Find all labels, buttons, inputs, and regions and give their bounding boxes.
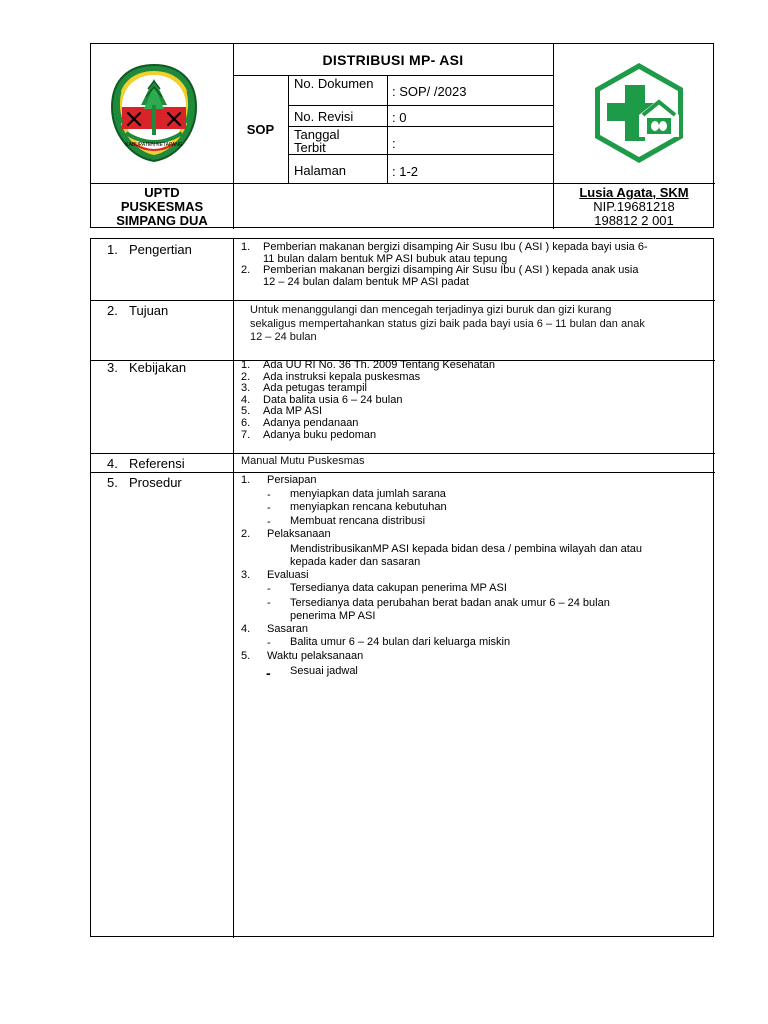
item-number: 6. bbox=[241, 417, 251, 429]
divider bbox=[288, 154, 553, 155]
dash-bullet: - bbox=[267, 516, 271, 528]
section-number: 4. bbox=[107, 456, 118, 471]
section-title: Tujuan bbox=[129, 303, 169, 318]
meta-value-no-dokumen: : SOP/ /2023 bbox=[392, 84, 467, 99]
section-title: Kebijakan bbox=[129, 360, 187, 375]
meta-key-tanggal-terbit: Tanggal Terbit bbox=[294, 127, 340, 155]
organization-name bbox=[91, 186, 233, 228]
step-text bbox=[290, 543, 706, 570]
sop-label: SOP bbox=[246, 122, 275, 137]
step-subitem: menyiapkan rencana kebutuhan bbox=[290, 501, 447, 513]
list-item bbox=[241, 265, 707, 288]
section-number: 5. bbox=[107, 475, 118, 490]
item-number: 1. bbox=[241, 241, 251, 253]
divider bbox=[288, 75, 289, 183]
step-number: 1. bbox=[241, 474, 251, 486]
section-title: Pengertian bbox=[129, 242, 192, 257]
divider bbox=[387, 75, 388, 183]
text-line: MendistribusikanMP ASI kepada bidan desa / pembina wilayah dan atau bbox=[290, 543, 643, 555]
list-item bbox=[241, 360, 707, 372]
meta-key-no-revisi: No. Revisi bbox=[294, 109, 354, 124]
step-number: 4. bbox=[241, 623, 251, 635]
item-text: Ada petugas terampil bbox=[263, 382, 367, 394]
item-text: 11 bulan dalam bentuk MP ASI bubuk atau tepung bbox=[263, 252, 508, 265]
text-line: kepada kader dan sasaran bbox=[290, 556, 421, 569]
dash-bullet: - bbox=[267, 597, 271, 609]
divider bbox=[91, 453, 715, 454]
item-text: Data balita usia 6 – 24 bulan bbox=[263, 394, 403, 406]
signature-block bbox=[553, 186, 715, 228]
step-subitem: Balita umur 6 – 24 bulan dari keluarga miskin bbox=[290, 636, 511, 648]
dash-bullet: - bbox=[267, 637, 271, 649]
step-number: 3. bbox=[241, 569, 251, 581]
divider bbox=[91, 472, 715, 473]
meta-value-tanggal-terbit: : bbox=[392, 136, 396, 151]
text-line: penerima MP ASI bbox=[290, 610, 376, 623]
section-heading-prosedur bbox=[107, 475, 182, 490]
step-title: Evaluasi bbox=[267, 569, 309, 581]
section-title: Referensi bbox=[129, 456, 185, 471]
section-number: 3. bbox=[107, 360, 118, 375]
step-number: 5. bbox=[241, 650, 251, 662]
item-text: Ada UU RI No. 36 Th. 2009 Tentang Kesehatan bbox=[263, 359, 495, 371]
dash-bullet: - bbox=[267, 583, 271, 595]
dash-bullet: - bbox=[267, 489, 271, 501]
procedure-step bbox=[241, 529, 707, 541]
divider bbox=[91, 300, 715, 301]
item-text: Ada MP ASI bbox=[263, 405, 323, 417]
meta-value-no-revisi: : 0 bbox=[392, 110, 407, 125]
text-line: sekaligus mempertahankan status gizi baik pada bayi usia 6 – 11 bulan dan anak bbox=[250, 317, 645, 330]
divider bbox=[233, 239, 234, 938]
procedure-step bbox=[241, 475, 707, 487]
step-title: Waktu pelaksanaan bbox=[267, 650, 364, 662]
list-item bbox=[241, 406, 707, 418]
step-subitem: menyiapkan data jumlah sarana bbox=[290, 488, 446, 500]
signer-name: Lusia Agata, SKM bbox=[579, 185, 689, 200]
item-number: 3. bbox=[241, 382, 251, 394]
section-heading-referensi bbox=[107, 456, 185, 471]
meta-key-halaman: Halaman bbox=[294, 163, 347, 178]
divider bbox=[233, 75, 553, 76]
list-item bbox=[241, 430, 707, 442]
step-number: 2. bbox=[241, 528, 251, 540]
list-item bbox=[241, 383, 707, 395]
section-title: Prosedur bbox=[129, 475, 182, 490]
divider bbox=[91, 183, 715, 184]
step-subitem bbox=[290, 597, 706, 624]
sop-header-table bbox=[90, 43, 714, 228]
section-heading-kebijakan bbox=[107, 360, 186, 375]
step-title: Persiapan bbox=[267, 474, 317, 486]
item-text: 12 – 24 bulan dalam bentuk MP ASI padat bbox=[263, 275, 469, 288]
text-line: Tersedianya data perubahan berat badan anak umur 6 – 24 bulan bbox=[290, 597, 610, 609]
item-number: 5. bbox=[241, 405, 251, 417]
meta-value-halaman: : 1-2 bbox=[392, 164, 419, 179]
item-number: 4. bbox=[241, 394, 251, 406]
section-heading-pengertian bbox=[107, 242, 192, 257]
sop-body-table bbox=[90, 238, 714, 937]
item-text: Adanya buku pedoman bbox=[263, 429, 377, 441]
section-number: 1. bbox=[107, 242, 118, 257]
item-number: 1. bbox=[241, 359, 251, 371]
section-heading-tujuan bbox=[107, 303, 168, 318]
item-number: 2. bbox=[241, 371, 251, 383]
procedure-step bbox=[241, 570, 707, 582]
logo-text: KABUPATEN KETAPANG bbox=[125, 142, 183, 148]
list-item bbox=[241, 242, 707, 265]
referensi-text: Manual Mutu Puskesmas bbox=[241, 455, 365, 467]
item-text: Adanya pendanaan bbox=[263, 417, 359, 429]
divider bbox=[288, 105, 553, 106]
item-number: 2. bbox=[241, 264, 251, 276]
signer-nip: 198812 2 001 bbox=[594, 213, 674, 228]
procedure-step bbox=[241, 624, 707, 636]
text-line: Untuk menanggulangi dan mencegah terjadinya gizi buruk dan gizi kurang bbox=[250, 304, 612, 316]
signer-nip: NIP.19681218 bbox=[593, 199, 675, 214]
dash-bullet: - bbox=[267, 502, 271, 514]
document-title: DISTRIBUSI MP- ASI bbox=[322, 52, 464, 68]
item-text: Ada instruksi kepala puskesmas bbox=[263, 371, 421, 383]
puskesmas-logo bbox=[587, 61, 691, 165]
meta-key-no-dokumen: No. Dokumen bbox=[294, 76, 374, 91]
item-number: 7. bbox=[241, 429, 251, 441]
item-text: Pemberian makanan bergizi disamping Air Susu Ibu ( ASI ) kepada anak usia bbox=[263, 264, 639, 276]
step-subitem: Tersedianya data cakupan penerima MP ASI bbox=[290, 582, 507, 594]
step-subitem: Sesuai jadwal bbox=[290, 665, 358, 677]
item-text: Pemberian makanan bergizi disamping Air Susu Ibu ( ASI ) kepada bayi usia 6- bbox=[263, 241, 648, 253]
tujuan-text bbox=[250, 304, 645, 345]
section-number: 2. bbox=[107, 303, 118, 318]
procedure-step bbox=[241, 651, 707, 663]
text-line: 12 – 24 bulan bbox=[250, 331, 317, 343]
kabupaten-emblem-logo bbox=[108, 61, 200, 165]
step-title: Sasaran bbox=[267, 623, 308, 635]
step-title: Pelaksanaan bbox=[267, 528, 331, 540]
list-item bbox=[241, 418, 707, 430]
org-line: SIMPANG DUA bbox=[116, 213, 208, 228]
org-line: PUSKESMAS bbox=[120, 199, 204, 214]
step-subitem: Membuat rencana distribusi bbox=[290, 515, 426, 527]
org-line: UPTD bbox=[144, 185, 180, 200]
dash-bullet: - bbox=[266, 665, 271, 681]
